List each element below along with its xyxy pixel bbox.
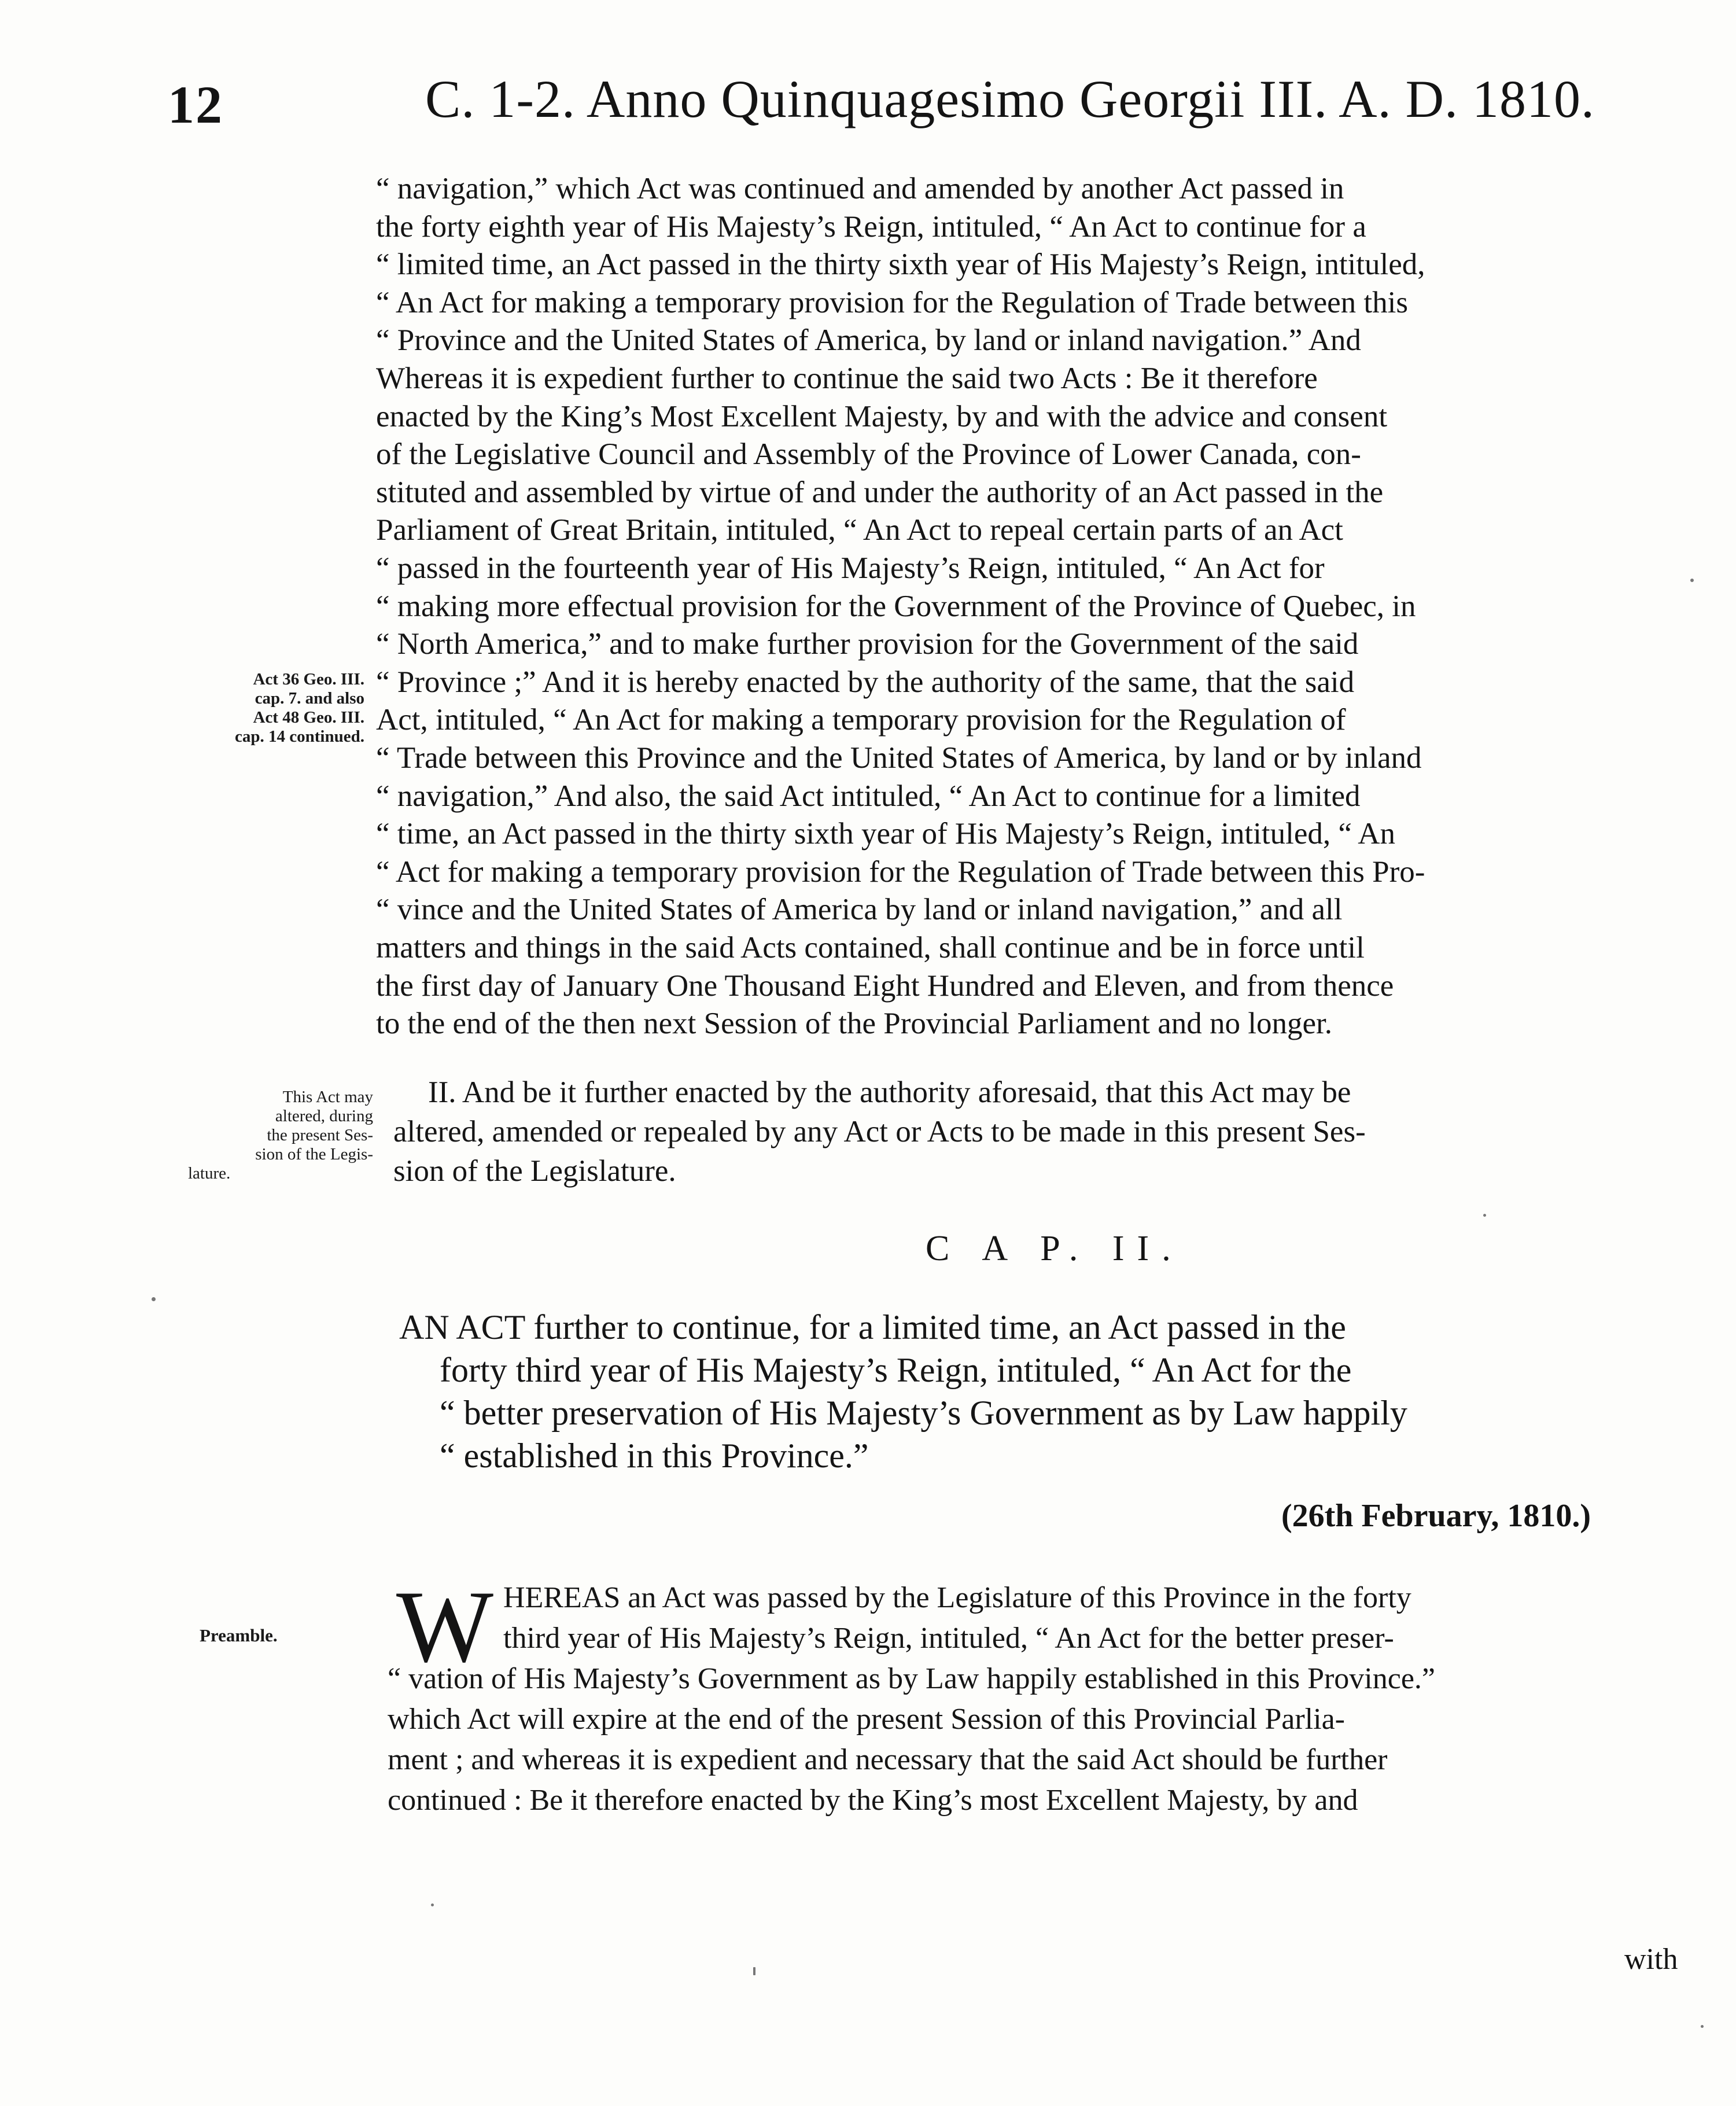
title-line: “ better preservation of His Majesty’s Government as by Law happily	[440, 1394, 1407, 1432]
margin-note-preamble: Preamble.	[200, 1625, 278, 1645]
body-line: stituted and assembled by virtue of and under the authority of an Act passed in the	[376, 475, 1384, 509]
scan-speck	[431, 1904, 434, 1906]
body-line: Parliament of Great Britain, intituled, “ An Act to repeal certain parts of an Act	[376, 513, 1343, 547]
margin-note-line: This Act may	[282, 1088, 373, 1106]
page-number: 12	[168, 75, 223, 134]
body-line: “ vince and the United States of America by land or inland navigation,” and all	[376, 893, 1343, 927]
body-line: of the Legislative Council and Assembly of the Province of Lower Canada, con-	[376, 437, 1361, 472]
scan-speck	[753, 1967, 755, 1975]
body-line: “ making more effectual provision for the Government of the Province of Quebec, in	[376, 589, 1416, 623]
scan-speck	[1690, 579, 1694, 582]
body-line: to the end of the then next Session of the Provincial Parliament and no longer.	[376, 1007, 1332, 1041]
catchword: with	[1624, 1943, 1678, 1976]
body-line: altered, amended or repealed by any Act or Acts to be made in this present Ses-	[393, 1115, 1366, 1148]
body-line: “ navigation,” And also, the said Act intituled, “ An Act to continue for a limited	[376, 779, 1361, 813]
body-line: the first day of January One Thousand Eight Hundred and Eleven, and from thence	[376, 969, 1394, 1003]
body-line: “ Province ;” And it is hereby enacted by the authority of the same, that the said	[376, 665, 1355, 699]
margin-note-acts-continued	[174, 670, 364, 746]
margin-note-may-be-altered	[182, 1088, 373, 1183]
title-line: AN ACT further to continue, for a limited time, an Act passed in the	[399, 1308, 1346, 1346]
margin-note-line: Act 48 Geo. III.	[253, 708, 364, 727]
running-head: C. 1-2. Anno Quinquagesimo Georgii III. A. D. 1810.	[425, 69, 1595, 128]
scan-speck	[1483, 1214, 1486, 1217]
margin-note-line: cap. 7. and also	[255, 689, 364, 708]
title-line: “ established in this Province.”	[440, 1437, 869, 1475]
body-line: “ Act for making a temporary provision for the Regulation of Trade between this Pro-	[376, 855, 1425, 889]
body-line: Whereas it is expedient further to continue the said two Acts : Be it therefore	[376, 362, 1318, 395]
scan-speck	[152, 1297, 156, 1301]
body-line: sion of the Legislature.	[393, 1154, 676, 1188]
margin-note-line: cap. 14 continued.	[235, 727, 364, 746]
body-line: “ time, an Act passed in the thirty sixth year of His Majesty’s Reign, intituled, “ An	[376, 817, 1395, 851]
scan-speck	[1701, 2025, 1704, 2028]
margin-note-line: lature.	[188, 1164, 231, 1183]
preamble-line: third year of His Majesty’s Reign, intituled, “ An Act for the better preser-	[503, 1622, 1394, 1655]
preamble-line: HEREAS an Act was passed by the Legislature of this Province in the forty	[503, 1581, 1411, 1614]
body-line: “ Trade between this Province and the United States of America, by land or by inland	[376, 741, 1422, 775]
preamble-line: ment ; and whereas it is expedient and necessary that the said Act should be further	[388, 1743, 1388, 1776]
body-line: enacted by the King’s Most Excellent Majesty, by and with the advice and consent	[376, 399, 1388, 433]
body-line: the forty eighth year of His Majesty’s Reign, intituled, “ An Act to continue for a	[376, 209, 1366, 244]
body-line: “ North America,” and to make further provision for the Government of the said	[376, 627, 1359, 661]
body-line: “ passed in the fourteenth year of His Majesty’s Reign, intituled, “ An Act for	[376, 551, 1325, 585]
body-line: II. And be it further enacted by the authority aforesaid, that this Act may be	[428, 1076, 1351, 1109]
preamble-line: which Act will expire at the end of the present Session of this Provincial Parlia-	[388, 1703, 1345, 1736]
margin-note-line: Act 36 Geo. III.	[253, 670, 364, 689]
act-date: (26th February, 1810.)	[1281, 1498, 1591, 1534]
chapter-heading: C A P. II.	[926, 1229, 1184, 1268]
margin-note-line: altered, during	[275, 1107, 373, 1125]
margin-note-line: the present Ses-	[267, 1126, 373, 1144]
preamble-line: “ vation of His Majesty’s Government as by Law happily established in this Province.”	[388, 1662, 1435, 1695]
body-line: “ limited time, an Act passed in the thirty sixth year of His Majesty’s Reign, intituled,	[376, 248, 1425, 282]
body-line: “ Province and the United States of America, by land or inland navigation.” And	[376, 323, 1361, 358]
body-line: “ navigation,” which Act was continued and amended by another Act passed in	[376, 172, 1344, 205]
drop-cap: W	[396, 1569, 494, 1684]
preamble-line: continued : Be it therefore enacted by the King’s most Excellent Majesty, by and	[388, 1784, 1358, 1817]
body-line: matters and things in the said Acts contained, shall continue and be in force until	[376, 931, 1365, 964]
body-line: “ An Act for making a temporary provision for the Regulation of Trade between this	[376, 285, 1408, 319]
margin-note-line: sion of the Legis-	[255, 1145, 373, 1164]
body-line: Act, intituled, “ An Act for making a temporary provision for the Regulation of	[376, 703, 1346, 737]
title-line: forty third year of His Majesty’s Reign, intituled, “ An Act for the	[440, 1351, 1352, 1389]
